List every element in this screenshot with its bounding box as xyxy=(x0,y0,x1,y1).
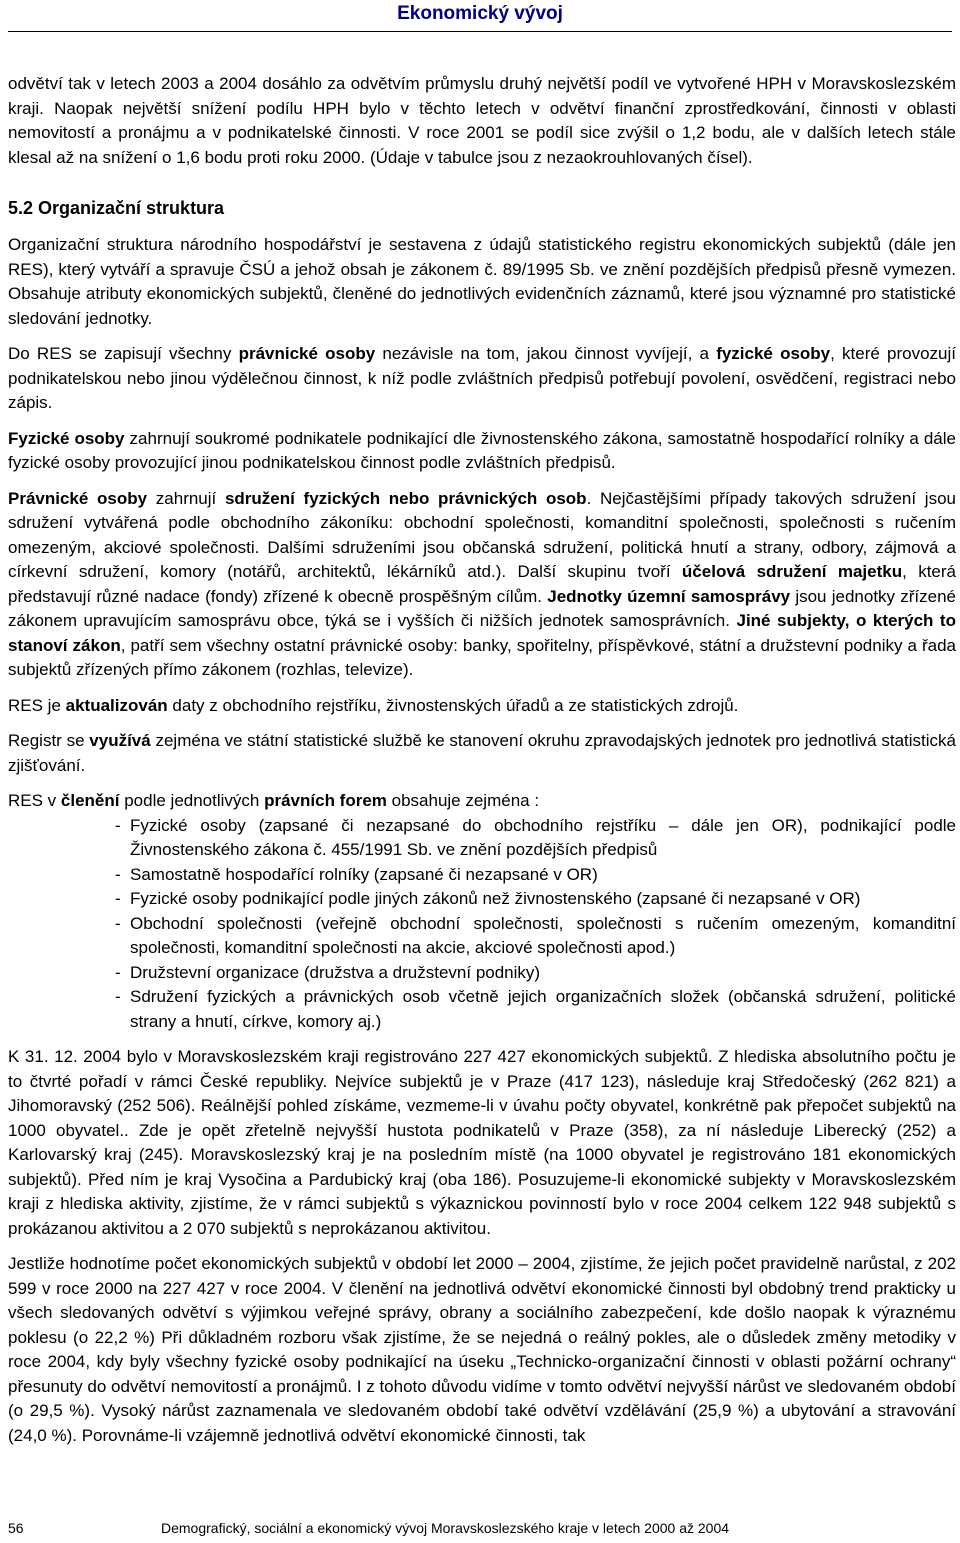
list-item xyxy=(8,985,956,1034)
text: obsahuje zejména : xyxy=(386,791,540,810)
text: , které provozují podnikatelskou nebo jinou výdělečnou činnost, k níž podle zvláštních předpisů potřebují povolení, osvědčení, registraci nebo zápis. xyxy=(8,344,957,412)
bold-term: účelová sdružení majetku xyxy=(681,562,903,581)
text: . Nejčastějšími případy takových sdružení jsou sdružení vytvářená podle obchodního zákoníku: obchodní společnosti, komanditní společnosti, společnosti s ručením omezeným, akciové společnosti. Dalšími sdruženími jsou občanská sdružení, politická hnutí a strany, odbory, zájmová a církevní sdružení, komory (notářů, architektů, lékárníků atd.). Další skupinu tvoří xyxy=(8,488,956,581)
text: Do RES se zapisují všechny xyxy=(8,344,239,363)
text: zahrnují soukromé podnikatele podnikající dle živnostenského zákona, samostatně hospodařící rolníky a dále fyzické osoby provozující jinou podnikatelskou činnost podle zvláštních předpisů. xyxy=(8,428,956,472)
list-item xyxy=(8,912,956,961)
list-item-text: Družstevní organizace (družstva a družstevní podniky) xyxy=(130,962,541,982)
dash-bullet: - xyxy=(115,913,121,933)
text: RES v xyxy=(8,791,61,810)
paragraph-organization: Organizační struktura národního hospodářství je sestavena z údajů statistického registru ekonomických subjektů (dále jen RES), který vytváří a spravuje ČSÚ a jehož obsah je zákonem č. 89/1995 Sb. ve znění pozdějších předpisů přesně vymezen. Obsahuje atributy ekonomických subjektů, členěné do jednotlivých evidenčních záznamů, které jsou významné pro statistické sledování jednotky. xyxy=(8,235,956,328)
list-item-text: Obchodní společnosti (veřejně obchodní společnosti, společnosti s ručením omezeným, komanditní společnosti, komanditní společnosti na akcie, akciové společnosti apod.) xyxy=(130,913,956,957)
bold-term: Fyzické osoby xyxy=(8,428,125,448)
text: nezávisle na tom, jakou činnost vyvíjejí, a xyxy=(375,344,717,363)
paragraph-subject-counts: K 31. 12. 2004 bylo v Moravskoslezském kraji registrováno 227 427 ekonomických subjektů. Z hlediska absolutního počtu je to čtvrté pořadí v rámci České republiky. Nejvíce subjektů je v Praze (417 123), následuje kraj Středočeský (262 821) a Jihomoravský (252 506). Reálnější pohled získáme, vezmeme-li v úvahu počty obyvatel, konkrétně pak přepočet subjektů na 1000 obyvatel.. Zde je opět zřetelně nejvyšší hustota podnikatelů v Praze (358), za ní následuje Liberecký (252) a Karlovarský kraj (245). Moravskoslezský kraj je na posledním místě (na 1000 obyvatel je registrováno 181 ekonomických subjektů). Před ním je kraj Vysočina a Pardubický kraj (oba 186). Posuzujeme-li ekonomické subjekty v Moravskoslezském kraji z hlediska aktivity, zjistíme, že v rámci subjektů s výkaznickou povinností bylo v roce 2004 celkem 122 948 subjektů s prokázanou aktivitou a 2 070 subjektů s neprokázanou aktivitou. xyxy=(8,1047,956,1238)
header-rule xyxy=(8,31,952,32)
bold-term: Právnické osoby xyxy=(8,488,148,508)
list-item-text: Sdružení fyzických a právnických osob včetně jejich organizačních složek (občanská sdružení, politické strany a hnutí, církve, komory aj.) xyxy=(130,987,956,1031)
bold-term: právních forem xyxy=(264,791,387,810)
intro-paragraph: odvětví tak v letech 2003 a 2004 dosáhlo za odvětvím průmyslu druhý největší podíl ve vytvořené HPH v Moravskoslezském kraji. Naopak největší snížení podílu HPH bylo v těchto letech v odvětví finanční zprostředkování, činnosti v oblasti nemovitostí a pronájmu a v podnikatelské činnosti. V roce 2001 se podíl sice zvýšil o 1,2 bodu, ale v dalších letech stále klesal až na snížení o 1,6 bodu proti roku 2000. (Údaje v tabulce jsou z nezaokrouhlovaných čísel). xyxy=(8,74,956,167)
list-item xyxy=(8,961,956,986)
bold-term: členění xyxy=(60,791,120,810)
text: zejména ve státní statistické službě ke stanovení okruhu zpravodajských jednotek pro jednotlivá statistická zjišťování. xyxy=(8,731,956,775)
bold-term: sdružení fyzických nebo právnických osob xyxy=(224,488,587,508)
text: Registr se xyxy=(8,731,90,750)
text: daty z obchodního rejstříku, živnostenských úřadů a ze statistických zdrojů. xyxy=(167,695,739,715)
list-item xyxy=(8,814,956,863)
text: , patří sem všechny ostatní právnické osoby: banky, spořitelny, příspěvkové, státní a družstevní podniky a řada subjektů zřízených přímo zákonem (rozhlas, televize). xyxy=(8,635,956,679)
dash-bullet: - xyxy=(115,889,121,908)
list-item-text: Fyzické osoby podnikající podle jiných zákonů než živnostenského (zapsané či nezapsané v OR) xyxy=(130,889,861,908)
paragraph-legal-forms-intro xyxy=(8,789,956,814)
document-body xyxy=(8,72,956,1459)
list-item-text: Samostatně hospodařící rolníky (zapsané či nezapsané v OR) xyxy=(130,864,598,884)
paragraph-register-usage xyxy=(8,729,956,778)
bold-term: využívá xyxy=(89,731,151,750)
dash-bullet: - xyxy=(115,864,121,884)
footer-text: Demografický, sociální a ekonomický vývoj Moravskoslezského kraje v letech 2000 až 2004 xyxy=(161,1520,730,1536)
paragraph-trends: Jestliže hodnotíme počet ekonomických subjektů v období let 2000 – 2004, zjistíme, že jejich počet pravidelně narůstal, z 202 599 v roce 2000 na 227 427 v roce 2004. V členění na jednotlivá odvětví ekonomické činnosti byl obdobný trend prakticky u všech sledovaných odvětví s výjimkou veřejné správy, obrany a sociálního zabezpečení, kde došlo naopak k výraznému poklesu (o 22,2 %) Při důkladném rozboru však zjistíme, že se nejedná o reálný pokles, ale o důsledek změny metodiky v roce 2004, kdy byly všechny fyzické osoby podnikající na úseku „Technicko-organizační činnosti v oblasti požární ochrany“ přesunuty do odvětví nemovitostí a pronájmů. I z tohoto důvodu vidíme v tomto odvětví nejvyšší nárůst ve sledovaném období (o 29,5 %). Vysoký nárůst zaznamenala ve sledovaném období také odvětví vzdělávání (25,9 %) a ubytování a stravování (24,0 %). Porovnáme-li vzájemně jednotlivá odvětví ekonomické činnosti, tak xyxy=(8,1254,956,1445)
list-item-text: Fyzické osoby (zapsané či nezapsané do obchodního rejstříku – dále jen OR), podnikající podle Živnostenského zákona č. 455/1991 Sb. ve znění pozdějších předpisů xyxy=(130,815,956,859)
dash-bullet: - xyxy=(115,962,121,982)
dash-bullet: - xyxy=(115,987,121,1006)
dash-bullet: - xyxy=(115,815,121,835)
text: RES je xyxy=(8,695,66,715)
section-heading: 5.2 Organizační struktura xyxy=(8,198,225,218)
paragraph-res-updated xyxy=(8,694,956,719)
text: podle jednotlivých xyxy=(119,791,265,810)
bold-term: Jiné subjekty, o kterých to stanoví zákon xyxy=(8,611,956,655)
paragraph-legal-persons xyxy=(8,487,956,683)
bold-term: právnické osoby xyxy=(238,344,376,363)
bold-term: Jednotky územní samosprávy xyxy=(547,586,791,606)
text: , která představují různé nadace (fondy) zřízené k obecně prospěšným cílům. xyxy=(8,562,956,606)
list-item xyxy=(8,863,956,888)
paragraph-res-entries xyxy=(8,342,956,416)
legal-forms-list xyxy=(8,814,956,1035)
bold-term: aktualizován xyxy=(65,695,168,715)
bold-term: fyzické osoby xyxy=(716,344,831,363)
page-header-title: Ekonomický vývoj xyxy=(397,3,563,24)
text: zahrnují xyxy=(147,488,225,508)
list-item xyxy=(8,887,956,912)
paragraph-natural-persons xyxy=(8,427,956,476)
text: jsou jednotky zřízené zákonem upravujícím samosprávu obce, týká se i vyšších či nižších jednotek samosprávních. xyxy=(8,586,957,630)
page-number: 56 xyxy=(8,1520,24,1536)
